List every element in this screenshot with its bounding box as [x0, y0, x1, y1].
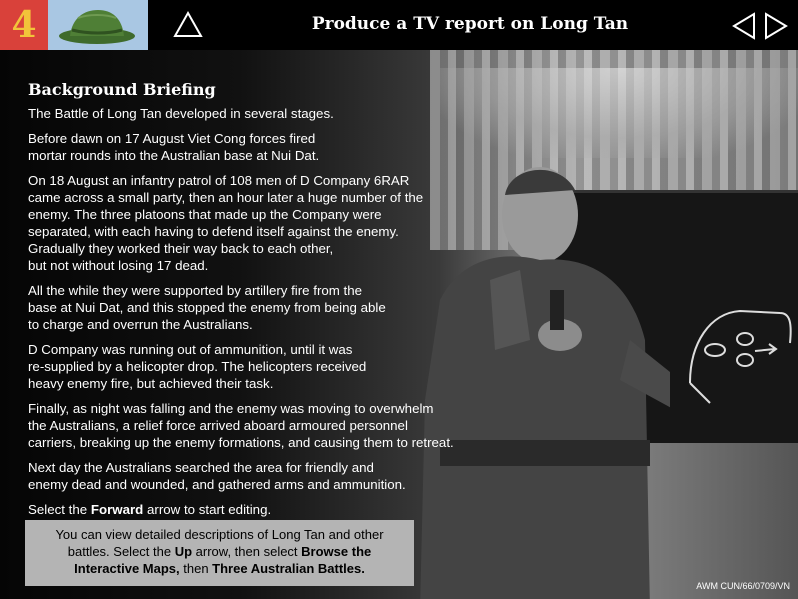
briefing-paragraph: D Company was running out of ammunition, until it was re-supplied by a helicopter drop. The helicopters received heavy enemy fire, but achieved their task. [28, 342, 367, 391]
briefing-paragraph: All the while they were supported by artillery fire from the base at Nui Dat, and this stopped the enemy from being able to charge and overrun the Australians. [28, 283, 386, 332]
background-briefing [28, 80, 458, 526]
info-text: then [179, 561, 213, 576]
bush-hat-icon [48, 0, 148, 50]
back-arrow-button[interactable] [730, 11, 758, 41]
up-arrow-button[interactable] [172, 10, 204, 40]
triangle-right-outline-icon [762, 11, 790, 41]
triangle-up-outline-icon [172, 10, 204, 40]
info-up-keyword: Up [174, 544, 193, 559]
briefing-paragraph: On 18 August an infantry patrol of 108 men of D Company 6RAR came across a small party, then an hour later a huge number of the enemy. The three platoons that made up the Company were separated, with each having to defend itself against the enemy. Gradually they worked their way back to each other, but not without losing 17 dead. [28, 173, 424, 273]
briefing-paragraph: The Battle of Long Tan developed in several stages. [28, 106, 334, 121]
briefing-heading: Background Briefing [28, 80, 216, 99]
channel-4-logo: 4 [0, 0, 48, 50]
page-title: Produce a TV report on Long Tan [311, 14, 629, 34]
info-box [25, 520, 414, 586]
info-text: arrow, then select [192, 544, 302, 559]
instruction-forward-keyword: Forward [90, 502, 144, 517]
photo-credit: AWM CUN/66/0709/VN [696, 581, 790, 591]
instruction-prefix: Select the [28, 502, 91, 517]
info-browse-maps-keyword: Browse the Interactive Maps, [74, 544, 372, 576]
briefing-paragraph: Next day the Australians searched the area for friendly and enemy dead and wounded, and gathered arms and ammunition. [28, 460, 406, 492]
forward-arrow-button[interactable] [762, 11, 790, 41]
top-bar [0, 0, 798, 50]
triangle-left-outline-icon [730, 11, 758, 41]
info-text: You can view detailed descriptions of Long Tan and other battles. Select the [55, 527, 384, 559]
briefing-paragraph: Finally, as night was falling and the enemy was moving to overwhelm the Australians, a relief force arrived aboard armoured personnel carriers, breaking up the enemy formations, and causing them to retreat. [28, 401, 454, 450]
briefing-paragraph: Before dawn on 17 August Viet Cong forces fired mortar rounds into the Australian base at Nui Dat. [28, 131, 320, 163]
briefing-instruction [28, 501, 458, 518]
info-three-battles-keyword: Three Australian Battles. [212, 561, 365, 576]
instruction-suffix: arrow to start editing. [143, 502, 272, 517]
